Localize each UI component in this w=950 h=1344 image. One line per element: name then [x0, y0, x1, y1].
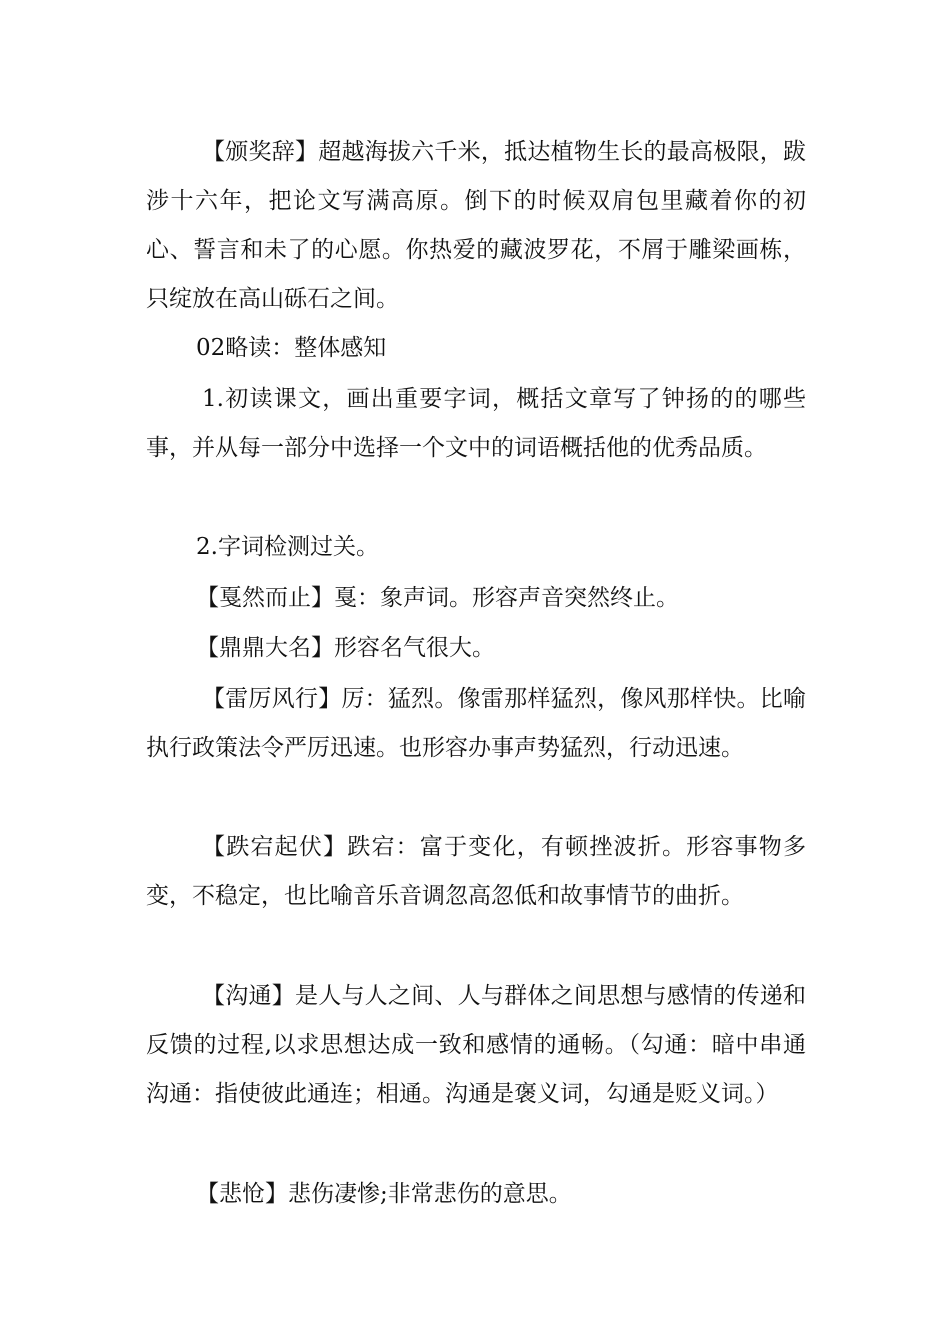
vocab-entry-beichuang: 【悲怆】悲伤凄惨;非常悲伤的意思。 — [196, 1181, 572, 1207]
paragraph-task-1: 1.初读课文，画出重要字词，概括文章写了钟扬的的哪些事，并从每一部分中选择一个文中的词语概括他的优秀品质。 — [146, 386, 806, 461]
vocab-entry-leilifengxing: 【雷厉风行】厉：猛烈。像雷那样猛烈，像风那样快。比喻执行政策法令严厉迅速。也形容办事声势猛烈，行动迅速。 — [146, 686, 806, 761]
section-heading-skim-reading: 02略读：整体感知 — [196, 335, 387, 361]
vocab-entry-jiaranerzhi: 【戛然而止】戛：象声词。形容声音突然终止。 — [196, 585, 679, 611]
vocab-entry-dingdingdaming: 【鼎鼎大名】形容名气很大。 — [196, 635, 495, 661]
vocab-entry-diedangqifu: 【跌宕起伏】跌宕：富于变化，有顿挫波折。形容事物多变，不稳定，也比喻音乐音调忽高忽低和故事情节的曲折。 — [146, 834, 806, 909]
vocab-entry-goutong: 【沟通】是人与人之间、人与群体之间思想与感情的传递和反馈的过程,以求思想达成一致和感情的通畅。（勾通：暗中串通 沟通：指使彼此通连；相通。沟通是褒义词，勾通是贬义词。） — [146, 983, 806, 1107]
paragraph-award-speech: 【颁奖辞】超越海拔六千米，抵达植物生长的最高极限，跋涉十六年，把论文写满高原。倒下的时候双肩包里藏着你的初心、誓言和未了的心愿。你热爱的藏波罗花，不屑于雕梁画栋，只绽放在高山砾石之间。 — [146, 139, 806, 312]
paragraph-task-2: 2.字词检测过关。 — [196, 534, 379, 560]
